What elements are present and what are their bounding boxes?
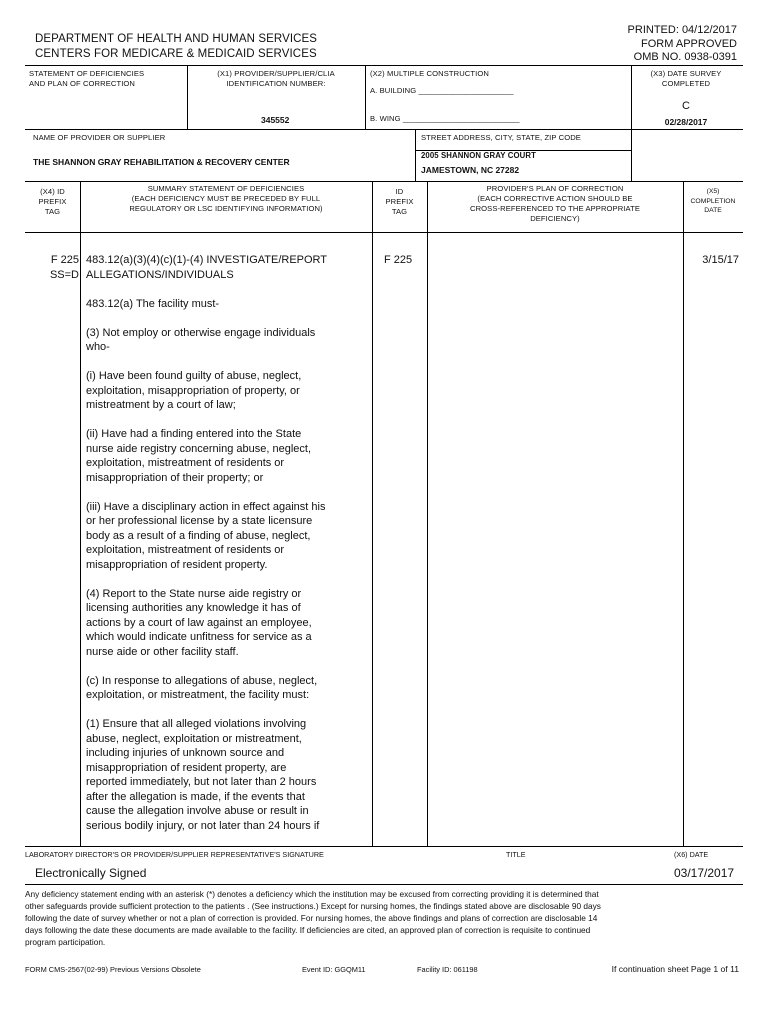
x4-header	[25, 187, 80, 217]
address-line1: 2005 SHANNON GRAY COURT	[421, 151, 536, 160]
rule	[372, 181, 373, 846]
plan-header-line: DEFICIENCY)	[530, 214, 580, 223]
disclaimer-line: following the date of survey whether or not a plan of correction is provided. For nursing homes, the above findings and plans of correction are disclosable 14	[25, 913, 598, 923]
x3-label	[631, 69, 741, 89]
omb-number: OMB NO. 0938-0391	[633, 51, 737, 63]
page-indicator: If continuation sheet Page 1 of 11	[611, 964, 739, 974]
disclaimer-line: other safeguards provide sufficient protection to the patients . (See instructions.) Except for nursing homes, the findings stated above are disclosable 90 days	[25, 901, 601, 911]
deficiency-paragraph: (3) Not employ or otherwise engage individuals who-	[86, 326, 316, 353]
x2-label: (X2) MULTIPLE CONSTRUCTION	[370, 69, 489, 78]
signature-label: LABORATORY DIRECTOR'S OR PROVIDER/SUPPLIER REPRESENTATIVE'S SIGNATURE	[25, 850, 324, 859]
x1-label-line: (X1) PROVIDER/SUPPLIER/CLIA	[217, 69, 335, 78]
form-approved: FORM APPROVED	[641, 37, 737, 50]
centers-name: CENTERS FOR MEDICARE & MEDICAID SERVICES	[35, 48, 317, 60]
rule	[683, 181, 684, 846]
wing-field: B. WING ___________________________	[370, 114, 520, 123]
plan-header-line: CROSS-REFERENCED TO THE APPROPRIATE	[469, 204, 641, 213]
date-label: (X6) DATE	[674, 850, 709, 859]
x3-label-line: (X3) DATE SURVEY	[650, 69, 722, 78]
summary-header	[80, 184, 372, 214]
statement-label-line: STATEMENT OF DEFICIENCIES	[29, 69, 145, 78]
plan-header-line: (EACH CORRECTIVE ACTION SHOULD BE	[477, 194, 633, 203]
provider-label: NAME OF PROVIDER OR SUPPLIER	[33, 133, 166, 142]
statement-label	[29, 69, 144, 89]
deficiency-title: 483.12(a)(3)(4)(c)(1)-(4) INVESTIGATE/REPORT ALLEGATIONS/INDIVIDUALS	[86, 254, 328, 281]
completion-date: 3/15/17	[702, 254, 739, 266]
department-name: DEPARTMENT OF HEALTH AND HUMAN SERVICES	[35, 33, 318, 45]
deficiency-tag: F 225	[50, 254, 79, 266]
address-label: STREET ADDRESS, CITY, STATE, ZIP CODE	[421, 133, 581, 142]
id-header-line: TAG	[391, 207, 408, 216]
survey-code: C	[682, 100, 690, 112]
signature-date: 03/17/2017	[674, 866, 735, 880]
form-header-agency	[35, 32, 317, 62]
x4-header-line: PREFIX	[38, 197, 67, 206]
printed-date: PRINTED: 04/12/2017	[627, 24, 737, 36]
x5-header-line: (X5)	[706, 188, 720, 195]
id-header-line: PREFIX	[385, 197, 414, 206]
provider-id: 345552	[261, 115, 290, 125]
provider-name: THE SHANNON GRAY REHABILITATION & RECOVERY CENTER	[33, 157, 290, 167]
x1-label-line: IDENTIFICATION NUMBER:	[226, 79, 326, 88]
x3-label-line: COMPLETED	[661, 79, 711, 88]
x4-header-line: TAG	[44, 207, 61, 216]
x1-label	[187, 69, 365, 89]
deficiency-paragraph: (4) Report to the State nurse aide registry or licensing authorities any knowledge it has of actions by a court of law against an employee, which would indicate unfitness for service as a nurse aide or other facility staff.	[86, 587, 312, 658]
scope-severity: SS=D	[49, 268, 79, 281]
survey-date: 02/28/2017	[664, 117, 708, 127]
summary-header-line: REGULATORY OR LSC IDENTIFYING INFORMATION)	[129, 204, 323, 213]
summary-header-line: SUMMARY STATEMENT OF DEFICIENCIES	[147, 184, 305, 193]
rule	[25, 232, 743, 233]
form-header-meta	[628, 24, 737, 65]
form-number: FORM CMS-2567(02-99) Previous Versions Obsolete	[25, 965, 201, 974]
rule	[25, 846, 743, 847]
rule	[427, 181, 428, 846]
rule	[25, 129, 743, 130]
x5-header-line: DATE	[704, 207, 722, 214]
x4-header-line: (X4) ID	[40, 187, 65, 196]
deficiency-paragraph: 483.12(a) The facility must-	[86, 297, 220, 310]
deficiency-tag-block	[27, 253, 79, 282]
rule	[25, 884, 743, 885]
x5-header	[683, 187, 743, 216]
deficiency-paragraph: (i) Have been found guilty of abuse, neglect, exploitation, misappropriation of property, or mistreatment by a court of law;	[86, 370, 302, 411]
deficiency-paragraph: (iii) Have a disciplinary action in effect against his or her professional license by a state licensure body as a result of a finding of abuse, neglect, exploitation, mistreatment of residents or misappropriation of resident property.	[86, 500, 326, 571]
x5-header-line: COMPLETION	[690, 197, 736, 205]
event-id: Event ID: GGQM11	[302, 965, 366, 974]
title-label: TITLE	[506, 850, 526, 859]
disclaimer-line: days following the date these documents are made available to the facility. If deficiencies are cited, an approved plan of correction is requisite to continued	[25, 925, 591, 935]
rule	[25, 65, 743, 66]
plan-tag: F 225	[384, 254, 413, 266]
rule	[25, 181, 743, 182]
id-header	[372, 187, 427, 217]
plan-header	[427, 184, 683, 224]
plan-header-line: PROVIDER'S PLAN OF CORRECTION	[486, 184, 624, 193]
building-field: A. BUILDING ______________________	[370, 86, 514, 95]
address-line2: JAMESTOWN, NC 27282	[421, 165, 520, 175]
facility-id: Facility ID: 061198	[417, 965, 478, 974]
deficiency-paragraph: (1) Ensure that all alleged violations involving abuse, neglect, exploitation or mistreatment, including injuries of unknown source and misappropriation of resident property, are reported immediately, but not later than 2 hours after the allegation is made, if the events that cause the allegation involve abuse or result in serious bodily injury, or not later than 24 hours if	[86, 718, 320, 832]
deficiency-paragraph: (c) In response to allegations of abuse, neglect, exploitation, or mistreatment, the facility must:	[86, 674, 318, 701]
summary-header-line: (EACH DEFICIENCY MUST BE PRECEDED BY FULL	[131, 194, 321, 203]
disclaimer-line: program participation.	[25, 937, 106, 947]
rule	[80, 181, 81, 846]
statement-label-line: AND PLAN OF CORRECTION	[29, 79, 135, 88]
disclaimer	[25, 888, 743, 948]
id-header-line: ID	[395, 187, 404, 196]
disclaimer-line: Any deficiency statement ending with an asterisk (*) denotes a deficiency which the institution may be excused from correcting providing it is determined that	[25, 889, 599, 899]
signature-value: Electronically Signed	[35, 866, 147, 880]
rule	[415, 129, 416, 181]
deficiency-paragraph: (ii) Have had a finding entered into the State nurse aide registry concerning abuse, neglect, exploitation, mistreatment of residents or misappropriation of their property; or	[86, 428, 312, 484]
deficiency-text	[86, 253, 370, 848]
rule	[365, 65, 366, 129]
